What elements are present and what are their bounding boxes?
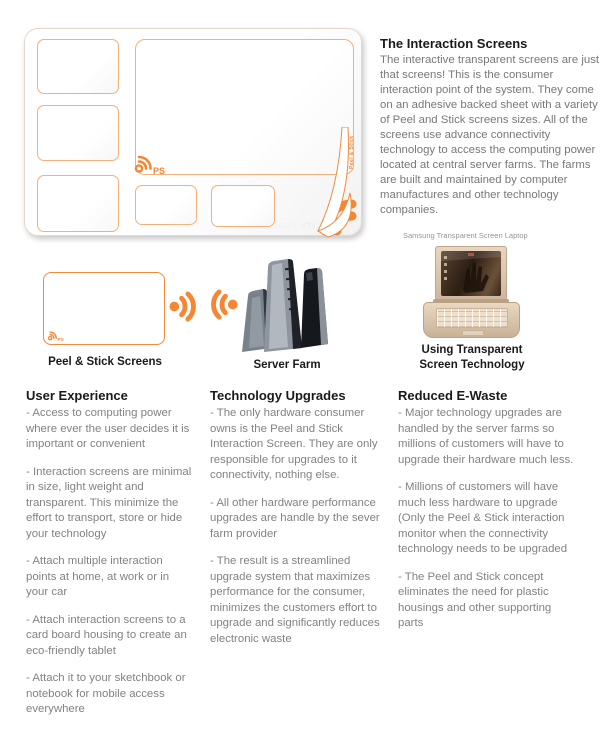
column-reduced-e-waste <box>398 388 576 644</box>
peel-stick-sheet-illustration <box>24 28 362 236</box>
laptop-lid <box>435 246 507 301</box>
bullet-paragraph: - Major technology upgrades are handled by the server farms so millions of customers will have to upgrade their hardware much less. <box>398 407 574 466</box>
ps-wireless-logo-icon <box>133 151 171 176</box>
column-user-experience <box>26 388 194 730</box>
laptop-trackpad <box>462 330 484 336</box>
bullet-paragraph: - The Peel and Stick concept eliminates the need for plastic housings and other supporting parts <box>398 570 552 629</box>
peel-stick-screen-card <box>43 272 165 345</box>
peel-stick-sheet-label: Peel & Stick <box>275 223 319 230</box>
ps-logo-mini-text: PS <box>57 336 64 342</box>
bullet-paragraph: - Interaction screens are minimal in size, light weight and transparent. This minimize the effort to transport, store or hide your technology <box>26 465 192 540</box>
bullet-paragraph: - Attach it to your sketchbook or notebook for mobile access everywhere <box>26 672 186 715</box>
screens-card-label: Peel & Stick Screens <box>48 356 162 368</box>
column-technology-upgrades <box>210 388 386 659</box>
bullet-paragraph: - Access to computing power where ever the user decides it is important or convenient <box>26 407 190 450</box>
column-heading: User Experience <box>26 388 128 403</box>
column-heading: Reduced E-Waste <box>398 388 508 403</box>
bullet-paragraph: - The result is a streamlined upgrade system that maximizes performance for the consumer, minimizes the customers effort to upgrade and significantly reduces electronic waste <box>210 555 380 645</box>
hand-silhouette <box>441 251 501 296</box>
wifi-transmit-icon <box>168 291 201 322</box>
transparent-laptop-photo <box>423 246 520 339</box>
laptop-base <box>423 302 520 338</box>
bullet-paragraph: - All other hardware performance upgrades are handle by the sever farm provider <box>210 496 380 540</box>
screen-cutout-tiny-2 <box>211 185 275 227</box>
server-farm-label: Server Farm <box>253 359 321 371</box>
laptop-photo-caption: Samsung Transparent Screen Laptop <box>403 231 528 240</box>
laptop-label-line1: Using Transparent <box>421 344 523 356</box>
laptop-diagram-label <box>397 343 547 372</box>
laptop-transparent-screen <box>441 251 501 296</box>
intro-paragraph: The interactive transparent screens are just that screens! This is the consumer interaction point of the system. They come on an adhesive backed sheet with a variety of Peel and Stick screens sizes. All of the screens use advance connectivity technology to access the computing power located at central server farms. The farms are built and maintained by computer manufactures and other technology companies. <box>380 54 600 216</box>
screen-cutout-tiny-1 <box>135 185 197 225</box>
bullet-paragraph: - Attach multiple interaction points at home, at work or in your car <box>26 555 170 598</box>
column-heading: Technology Upgrades <box>210 388 346 403</box>
screen-cutout-small-1 <box>37 39 119 94</box>
curl-vertical-label: Peel & Stick <box>349 135 355 169</box>
bullet-paragraph: - Attach interaction screens to a card board housing to create an eco-friendly tablet <box>26 613 187 657</box>
laptop-label-line2: Screen Technology <box>419 358 525 371</box>
ps-logo-text: PS <box>153 166 166 176</box>
bullet-paragraph: - Millions of customers will have much less hardware to upgrade (Only the Peel & Stick interaction monitor when the connectivity technology needs to be upgraded <box>398 481 568 555</box>
laptop-keyboard <box>436 308 508 328</box>
screen-cutout-small-2 <box>37 105 119 161</box>
screen-cutout-small-3 <box>37 175 119 232</box>
bullet-paragraph: - The only hardware consumer owns is the Peel and Stick Interaction Screen. They are only responsible for upgrades to it connectivity, nothing else. <box>210 407 378 481</box>
server-farm-illustration <box>238 256 336 356</box>
wifi-receive-icon <box>206 287 239 322</box>
ps-wireless-logo-mini-icon <box>47 329 67 342</box>
intro-heading: The Interaction Screens <box>380 36 528 51</box>
